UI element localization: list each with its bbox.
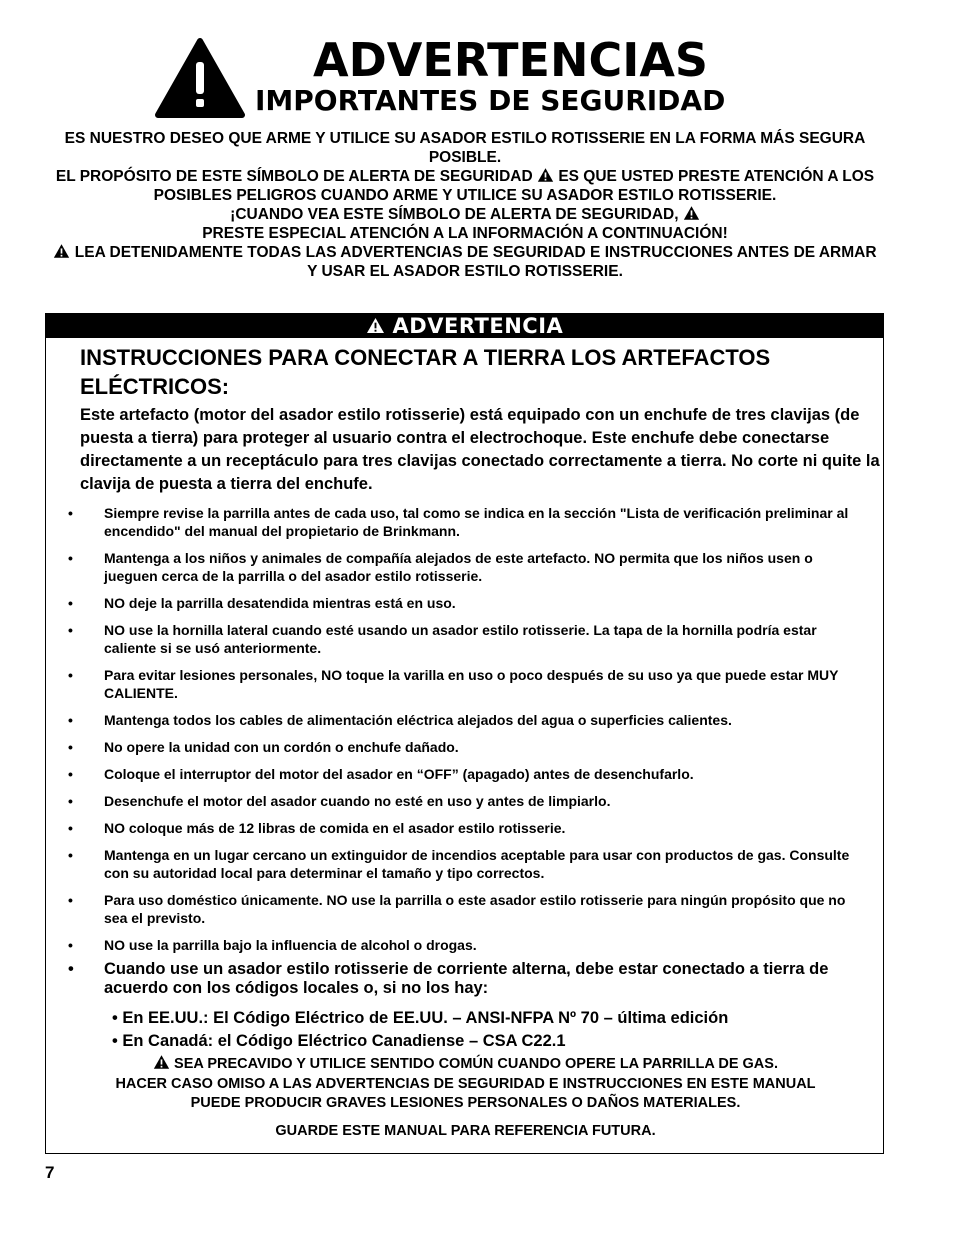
intro-text: [50, 130, 880, 281]
list-item-text: NO use la parrilla bajo la influencia de alcohol o drogas.: [104, 937, 477, 953]
grounding-paragraph: Este artefacto (motor del asador estilo rotisserie) está equipado con un enchufe de tres clavijas (de puesta a tierra) para proteger al usuario contra el electrochoque. Este enchufe debe conectarse directamente a un receptáculo para tres clavijas conectado correctamente a tierra. No corte ni quite la clavija de puesta a tierra del enchufe.: [80, 406, 880, 493]
closing-line-1: [46, 1054, 885, 1075]
warning-triangle-icon: [155, 38, 245, 118]
alert-symbol-icon: [366, 317, 385, 334]
alert-symbol-icon: [537, 167, 554, 183]
list-item: [46, 846, 885, 882]
list-item-text: Coloque el interruptor del motor del asador en “OFF” (apagado) antes de desenchufarlo.: [104, 766, 694, 782]
list-item-text: Mantenga en un lugar cercano un extinguidor de incendios aceptable para usar con productos de gas. Consulte con su autoridad local para determinar el tamaño y tipo correctos.: [104, 847, 850, 881]
list-item: [46, 738, 885, 756]
intro-line-2b: ES QUE USTED PRESTE ATENCIÓN A LOS POSIBLES PELIGROS CUANDO ARME Y UTILICE SU ASADOR ESTILO ROTISSERIE.: [153, 168, 875, 204]
list-item-text: NO deje la parrilla desatendida mientras está en uso.: [104, 595, 456, 611]
list-item: [46, 792, 885, 810]
bullet: •: [68, 505, 73, 521]
closing-warning: [46, 1054, 885, 1141]
bullet: •: [68, 766, 73, 782]
alert-symbol-icon: [53, 243, 70, 259]
closing-line-2: HACER CASO OMISO A LAS ADVERTENCIAS DE SEGURIDAD E INSTRUCCIONES EN ESTE MANUAL PUEDE PRODUCIR GRAVES LESIONES PERSONALES O DAÑOS MATERIALES.: [115, 1075, 816, 1111]
grounding-subheading: INSTRUCCIONES PARA CONECTAR A TIERRA LOS ARTEFACTOS ELÉCTRICOS:: [80, 345, 771, 399]
intro-line-3a: ¡CUANDO VEA ESTE SÍMBOLO DE ALERTA DE SEGURIDAD,: [230, 206, 679, 223]
list-item-text: No opere la unidad con un cordón o enchufe dañado.: [104, 739, 459, 755]
intro-line-4: [50, 243, 880, 281]
list-item: [46, 504, 885, 540]
bullet: •: [68, 960, 74, 978]
list-item-text: Mantenga a los niños y animales de compañía alejados de este artefacto. NO permita que los niños usen o jueguen cerca de la parrilla o del asador estilo rotisserie.: [104, 550, 813, 584]
list-item-text: Siempre revise la parrilla antes de cada uso, tal como se indica en la sección "Lista de verificación preliminar al encendido" del manual del propietario de Brinkmann.: [104, 505, 849, 539]
bullet: •: [68, 550, 73, 566]
bullet: •: [68, 667, 73, 683]
electrical-codes-list: [112, 1007, 728, 1053]
code-usa: • En EE.UU.: El Código Eléctrico de EE.UU. – ANSI-NFPA Nº 70 – última edición: [112, 1009, 729, 1027]
alert-symbol-icon: [683, 205, 700, 221]
list-item: [46, 891, 885, 927]
page-number: 7: [45, 1163, 55, 1182]
page-title: ADVERTENCIAS: [313, 33, 709, 87]
page-subtitle: IMPORTANTES DE SEGURIDAD: [255, 84, 726, 117]
intro-line-2a: EL PROPÓSITO DE ESTE SÍMBOLO DE ALERTA DE SEGURIDAD: [55, 168, 533, 185]
list-item-text: Mantenga todos los cables de alimentación eléctrica alejados del agua o superficies calientes.: [104, 712, 732, 728]
warning-box-heading: [46, 314, 883, 338]
list-item: [46, 594, 885, 612]
bullet: •: [68, 622, 73, 638]
list-item-text: Para uso doméstico únicamente. NO use la parrilla o este asador estilo rotisserie para ningún propósito que no sea el previsto.: [104, 892, 846, 926]
bullet: •: [68, 712, 73, 728]
list-item: [46, 549, 885, 585]
list-item: [46, 819, 885, 837]
closing-line-1-text: SEA PRECAVIDO Y UTILICE SENTIDO COMÚN CUANDO OPERE LA PARRILLA DE GAS.: [174, 1056, 778, 1072]
list-item: [46, 936, 885, 954]
intro-line-1: ES NUESTRO DESEO QUE ARME Y UTILICE SU ASADOR ESTILO ROTISSERIE EN LA FORMA MÁS SEGURA POSIBLE.: [64, 130, 866, 166]
list-item-text: Desenchufe el motor del asador cuando no esté en uso y antes de limpiarlo.: [104, 793, 611, 809]
bullet: •: [68, 820, 73, 836]
bullet: •: [68, 847, 73, 863]
list-item: [46, 621, 885, 657]
alert-symbol-icon: [153, 1054, 170, 1070]
bullet: •: [68, 793, 73, 809]
code-canada: • En Canadá: el Código Eléctrico Canadiense – CSA C22.1: [112, 1032, 566, 1050]
page-header: [155, 34, 855, 124]
bullet: •: [68, 739, 73, 755]
list-item: [46, 711, 885, 729]
closing-line-3: GUARDE ESTE MANUAL PARA REFERENCIA FUTURA.: [275, 1122, 656, 1139]
list-item: [46, 666, 885, 702]
list-item-text: Para evitar lesiones personales, NO toque la varilla en uso o poco después de su uso ya que puede estar MUY CALIENTE.: [104, 667, 839, 701]
intro-line-4-text: LEA DETENIDAMENTE TODAS LAS ADVERTENCIAS DE SEGURIDAD E INSTRUCCIONES ANTES DE ARMAR Y USAR EL ASADOR ESTILO ROTISSERIE.: [74, 244, 877, 280]
bullet: •: [68, 595, 73, 611]
list-item: [46, 960, 885, 998]
list-item-text: NO use la hornilla lateral cuando esté usando un asador estilo rotisserie. La tapa de la hornilla podría estar caliente si se usó anteriormente.: [104, 622, 817, 656]
intro-line-3b: PRESTE ESPECIAL ATENCIÓN A LA INFORMACIÓN A CONTINUACIÓN!: [202, 224, 728, 242]
list-item-text: NO coloque más de 12 libras de comida en el asador estilo rotisserie.: [104, 820, 566, 836]
bullet: •: [68, 892, 73, 908]
intro-line-3: [50, 205, 880, 243]
list-item-text: Cuando use un asador estilo rotisserie de corriente alterna, debe estar conectado a tierra de acuerdo con los códigos locales o, si no los hay:: [104, 960, 829, 997]
list-item: [46, 765, 885, 783]
warning-box: [45, 313, 884, 1154]
intro-line-2: [50, 167, 880, 205]
bullet: •: [68, 937, 73, 953]
warning-box-heading-text: ADVERTENCIA: [392, 314, 564, 338]
warning-list: [46, 504, 885, 998]
